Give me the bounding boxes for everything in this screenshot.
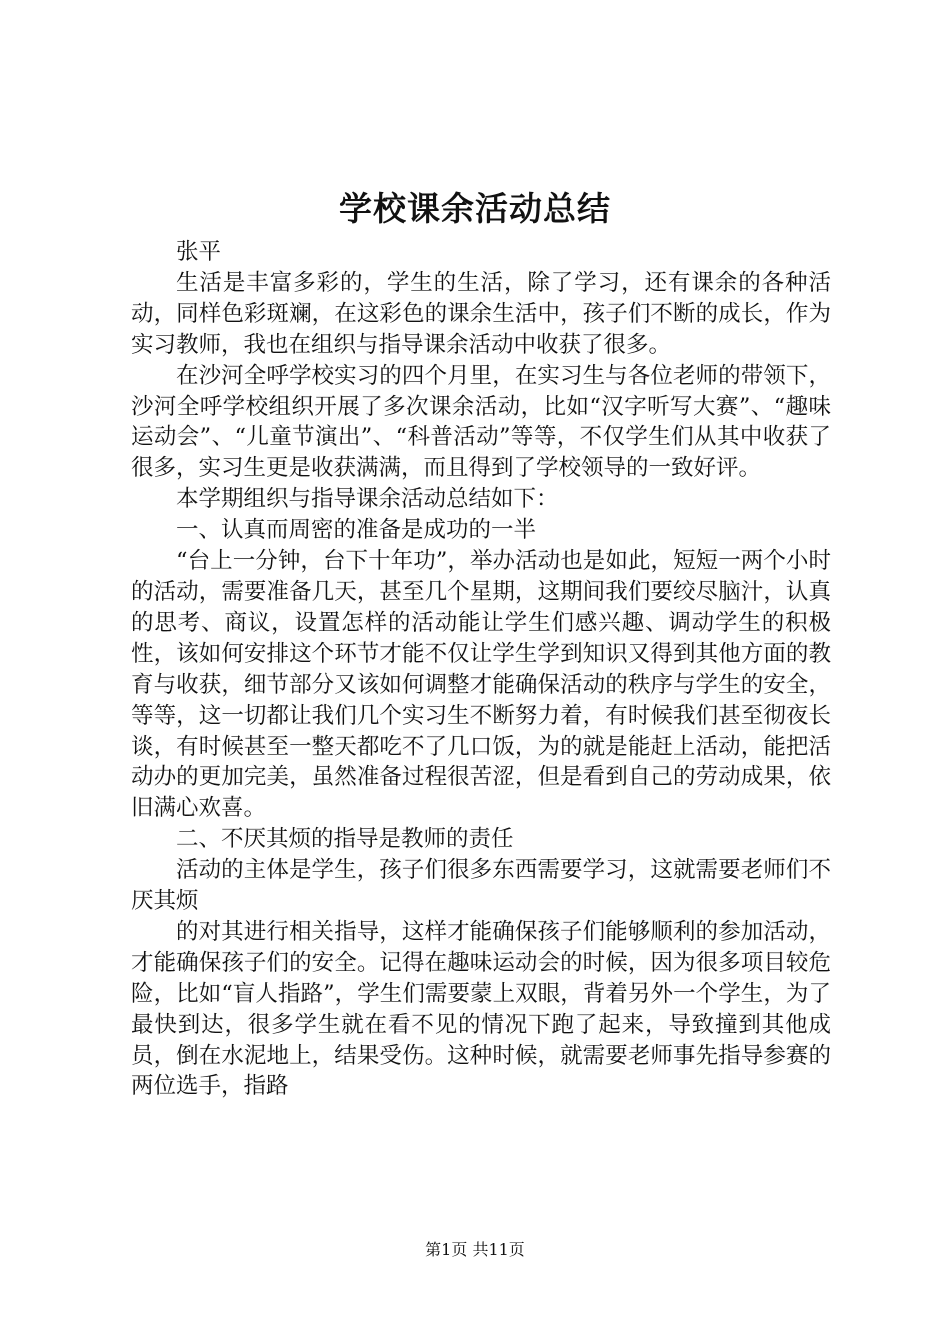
document-title: 学校课余活动总结: [339, 189, 611, 228]
section-heading-1: 一、认真而周密的准备是成功的一半: [176, 517, 537, 544]
section-heading-2: 二、不厌其烦的指导是教师的责任: [176, 826, 514, 853]
paragraph-6: 的对其进行相关指导，这样才能确保孩子们能够顺利的参加活动，才能确保孩子们的安全。记得在趣味运动会的时候，因为很多项目较危险，比如“盲人指路”，学生们需要蒙上双眼，背着另外一个学生，为了最快到达，很多学生就在看不见的情况下跑了起来，导致撞到其他成员，倒在水泥地上，结果受伤。这种时候，就需要老师事先指导参赛的两位选手，指路: [131, 918, 831, 1100]
paragraph-4: “台上一分钟，台下十年功”，举办活动也是如此，短短一两个小时的活动，需要准备几天，甚至几个星期，这期间我们要绞尽脑汁，认真的思考、商议，设置怎样的活动能让学生们感兴趣、调动学生的积极性，该如何安排这个环节才能不仅让学生学到知识又得到其他方面的教育与收获，细节部分又该如何调整才能确保活动的秩序与学生的安全，等等，这一切都让我们几个实习生不断努力着，有时候我们甚至彻夜长谈，有时候甚至一整天都吃不了几口饭，为的就是能赶上活动，能把活动办的更加完美，虽然准备过程很苦涩，但是看到自己的劳动成果，依旧满心欢喜。: [131, 548, 831, 822]
page-number-footer: 第1页 共11页: [425, 1240, 525, 1259]
paragraph-1: 生活是丰富多彩的，学生的生活，除了学习，还有课余的各种活动，同样色彩斑斓，在这彩色的课余生活中，孩子们不断的成长，作为实习教师，我也在组织与指导课余活动中收获了很多。: [131, 269, 831, 358]
paragraph-2: 在沙河全呼学校实习的四个月里，在实习生与各位老师的带领下，沙河全呼学校组织开展了多次课余活动，比如“汉字听写大赛”、“趣味运动会”、“儿童节演出”、“科普活动”等等，不仅学生们从其中收获了很多，实习生更是收获满满，而且得到了学校领导的一致好评。: [131, 362, 831, 482]
paragraph-3: 本学期组织与指导课余活动总结如下：: [176, 486, 559, 513]
document-body: [131, 237, 831, 1102]
paragraph-5: 活动的主体是学生，孩子们很多东西需要学习，这就需要老师们不厌其烦: [131, 857, 831, 915]
author-name: 张平: [176, 239, 222, 265]
